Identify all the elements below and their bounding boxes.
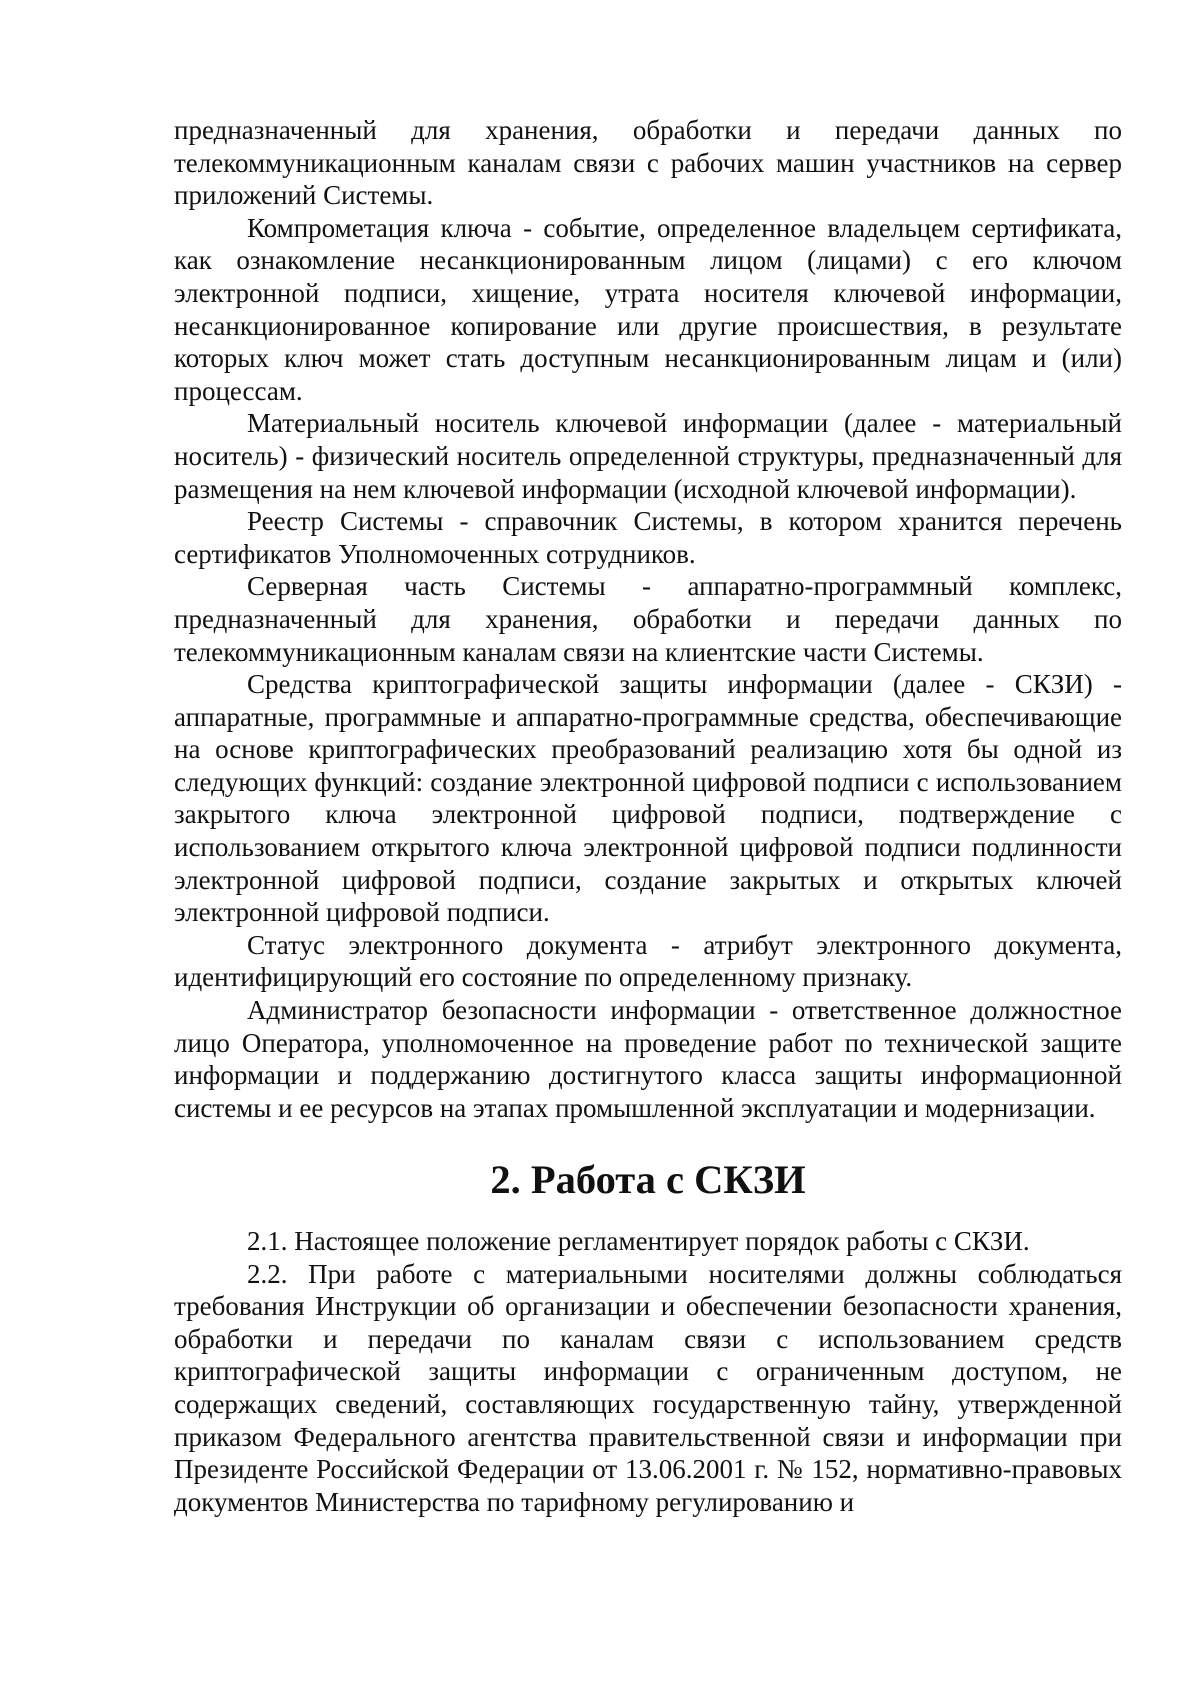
definition-server-part: Серверная часть Системы - аппаратно-программный комплекс, предназначенный для хранения, обработки и передачи данных по телекоммуникационным каналам связи на клиентские части Системы. [174,571,1122,667]
document-page [174,114,1122,1518]
definition-security-admin: Администратор безопасности информации - ответственное должностное лицо Оператора, уполномоченное на проведение работ по технической защите информации и поддержанию достигнутого класса защиты информационной системы и ее ресурсов на этапах промышленной эксплуатации и модернизации. [174,995,1122,1123]
section-heading: 2. Работа с СКЗИ [490,1157,806,1203]
definition-system-registry: Реестр Системы - справочник Системы, в котором хранится перечень сертификатов Уполномоченных сотрудников. [174,506,1122,569]
definition-document-status: Статус электронного документа - атрибут электронного документа, идентифицирующий его состояние по определенному признаку. [174,929,1122,993]
definition-skzi: Средства криптографической защиты информации (далее - СКЗИ) - аппаратные, программные и аппаратно-программные средства, обеспечивающие на основе криптографических преобразований реализацию хотя бы одной из следующих функций: создание электронной цифровой подписи с использованием закрытого ключа электронной цифровой подписи, подтверждение с использованием открытого ключа электронной цифровой подписи подлинности электронной цифровой подписи, создание закрытых и открытых ключей электронной цифровой подписи. [174,669,1122,928]
paragraph-continuation: предназначенный для хранения, обработки и передачи данных по телекоммуникационным каналам связи с рабочих машин участников на сервер приложений Системы. [174,115,1122,211]
definition-key-carrier: Материальный носитель ключевой информации (далее - материальный носитель) - физический носитель определенной структуры, предназначенный для размещения на нем ключевой информации (исходной ключевой информации). [174,408,1122,504]
definition-key-compromise: Компрометация ключа - событие, определенное владельцем сертификата, как ознакомление несанкционированным лицом (лицами) с его ключом электронной подписи, хищение, утрата носителя ключевой информации, несанкционированное копирование или другие происшествия, в результате которых ключ может стать доступным несанкционированным лицам и (или) процессам. [174,212,1122,406]
clause-2-1: 2.1. Настоящее положение регламентирует порядок работы с СКЗИ. [247,1226,1030,1256]
clause-2-2: 2.2. При работе с материальными носителями должны соблюдаться требования Инструкции об организации и обеспечении безопасности хранения, обработки и передачи по каналам связи с использованием средств криптографической защиты информации с ограниченным доступом, не содержащих сведений, составляющих государственную тайну, утвержденной приказом Федерального агентства правительственной связи и информации при Президенте Российской Федерации от 13.06.2001 г. № 152, нормативно-правовых документов Министерства по тарифному регулированию и [174,1258,1122,1517]
